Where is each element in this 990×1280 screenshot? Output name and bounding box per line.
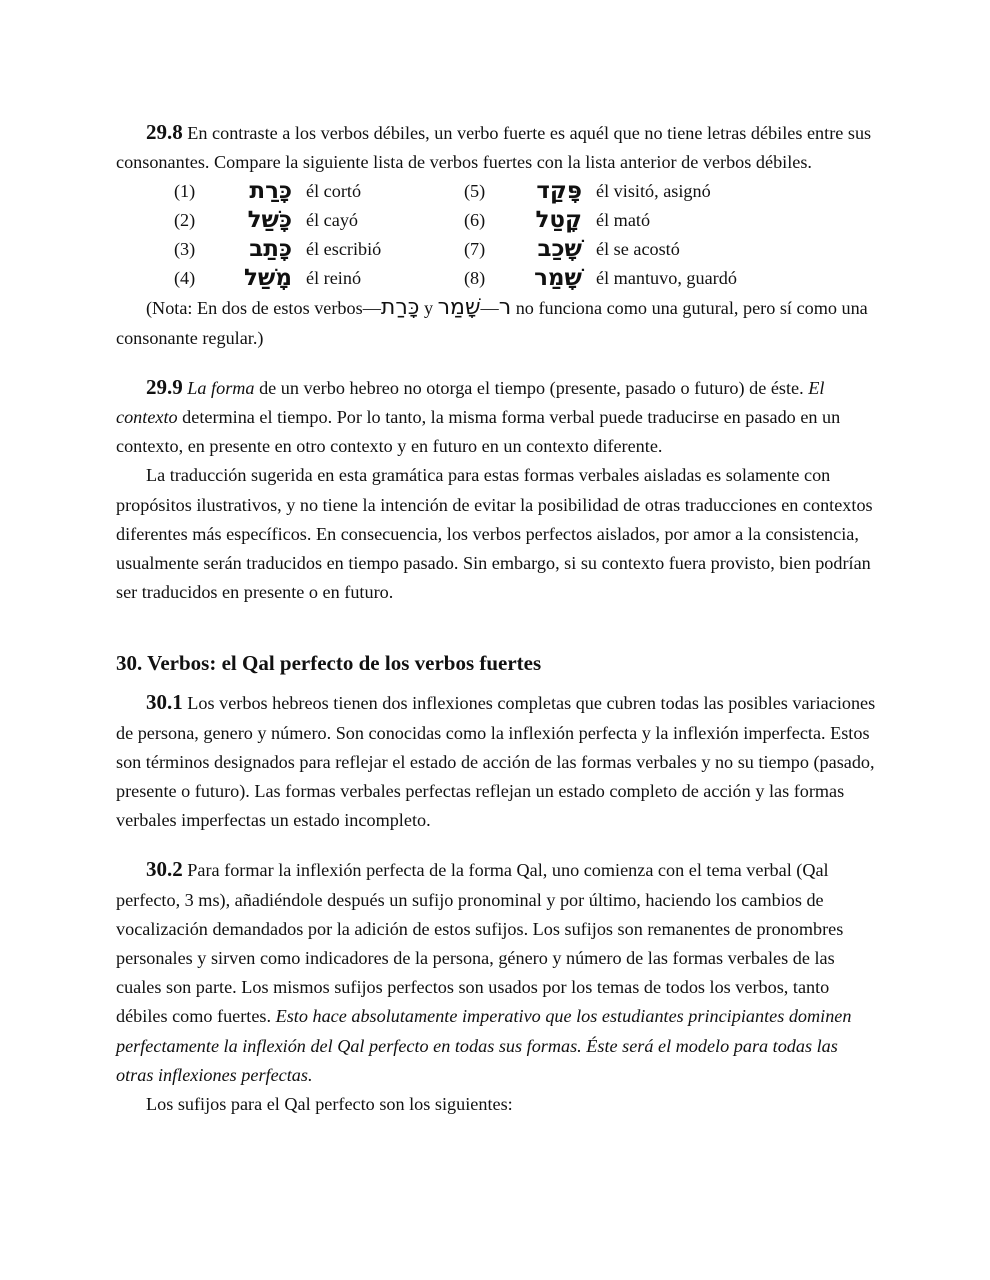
verb-hebrew: שָׁמַר (534, 265, 582, 292)
paragraph-29-9-text-b: determina el tiempo. Por lo tanto, la misma forma verbal puede traducirse en pasado en un contexto, en presente en otro contexto y en futuro en un contexto diferente. (116, 407, 841, 457)
note-hebrew-shamar: שָׁמַר (437, 295, 481, 321)
verb-hebrew: כָּרַת (249, 178, 292, 205)
note-hebrew-karat: כָּרַת (380, 295, 420, 321)
paragraph-29-9-b: La traducción sugerida en esta gramática para estas formas verbales aisladas es solamente con propósitos ilustrativos, y no tiene la intención de evitar la posibilidad de otras traducciones en contextos diferentes más específicos. En consecuencia, los verbos perfectos aislados, por amor a la consistencia, usualmente serán traducidos en tiempo pasado. Sin embargo, si su contexto fuera provisto, bien podrían ser traducidos en presente o en futuro. (116, 465, 873, 603)
paragraph-30-2-text: Para formar la inflexión perfecta de la forma Qal, uno comienza con el tema verbal (Qal perfecto, 3 ms), añadiéndole después un sufijo pronominal y por último, haciendo los cambios de vocalización demandados por la adición de estos sufijos. Los sufijos son remanentes de pronombres personales y sirven como indicadores de la persona, género y número de las formas verbales de las cuales son parte. Los mismos sufijos perfectos son usados por los temas de todos los verbos, tanto débiles como fuertes. (116, 860, 844, 1027)
section-heading-30: 30. Verbos: el Qal perfecto de los verbos fuertes (116, 651, 542, 676)
verb-item-3 (174, 235, 381, 264)
verb-gloss: él cayó (306, 210, 359, 231)
verb-gloss: él cortó (306, 181, 362, 202)
section-number-30-2: 30.2 (146, 857, 183, 882)
verb-hebrew: קָטַל (535, 207, 582, 234)
section-number-30-1: 30.1 (146, 690, 183, 715)
verb-index: (2) (174, 210, 196, 231)
note-paragraph (116, 293, 876, 352)
verb-index: (5) (464, 181, 486, 202)
document-page (116, 118, 876, 1119)
verb-index: (1) (174, 181, 196, 202)
verb-item-1 (174, 177, 361, 206)
verb-gloss: él se acostó (596, 239, 680, 260)
verb-index: (6) (464, 210, 486, 231)
paragraph-29-9 (116, 373, 876, 462)
verb-item-7 (464, 235, 680, 264)
paragraph-29-9-text-a: de un verbo hebreo no otorga el tiempo (presente, pasado o futuro) de éste. (254, 377, 809, 398)
paragraph-30-2-emphasis: Esto hace absolutamente imperativo que los estudiantes principiantes dominen perfectamente la inflexión del Qal perfecto en todas sus formas. Éste será el modelo para todas las otras inflexiones perfectas. (116, 1006, 852, 1085)
verb-hebrew: מָשַׁל (244, 265, 292, 292)
note-suffix: no funciona como una gutural, pero sí como una consonante regular.) (116, 298, 868, 348)
verb-item-2 (174, 206, 358, 235)
verb-index: (4) (174, 268, 196, 289)
verb-hebrew: כָּתַב (249, 236, 292, 263)
paragraph-30-2 (116, 855, 876, 1090)
verb-hebrew: שָׁכַב (537, 236, 582, 263)
verb-item-4 (174, 264, 361, 293)
verb-hebrew: פָּקַד (536, 178, 582, 205)
verb-gloss: él mató (596, 210, 651, 231)
strong-verb-list (116, 177, 876, 293)
verb-index: (7) (464, 239, 486, 260)
paragraph-29-8-text: En contraste a los verbos débiles, un verbo fuerte es aquél que no tiene letras débiles entre sus consonantes. Compare la siguiente lista de verbos fuertes con la lista anterior de verbos débiles. (116, 123, 872, 173)
verb-gloss: él visitó, asignó (596, 181, 711, 202)
verb-item-8 (464, 264, 737, 293)
emphasis-la-forma: La forma (187, 377, 255, 398)
paragraph-30-2-b: Los sufijos para el Qal perfecto son los siguientes: (146, 1094, 513, 1115)
verb-item-5 (464, 177, 711, 206)
verb-gloss: él mantuvo, guardó (596, 268, 737, 289)
verb-index: (8) (464, 268, 486, 289)
section-number-29-9: 29.9 (146, 374, 183, 399)
verb-item-6 (464, 206, 650, 235)
verb-hebrew: כָּשַׁל (247, 207, 292, 234)
section-number-29-8: 29.8 (146, 120, 183, 144)
paragraph-30-1 (116, 688, 876, 835)
verb-index: (3) (174, 239, 196, 260)
verb-gloss: él reinó (306, 268, 362, 289)
paragraph-30-1-text: Los verbos hebreos tienen dos inflexiones completas que cubren todas las posibles variaciones de persona, genero y número. Son conocidas como la inflexión perfecta y la inflexión imperfecta. Estos son términos designados para reflejar el estado de acción de las formas verbales y no su tiempo (pasado, presente o futuro). Las formas verbales perfectas reflejan un estado completo de acción y las formas verbales imperfectas un estado incompleto. (116, 693, 876, 831)
note-conjunction: y (419, 298, 438, 319)
note-prefix: (Nota: En dos de estos verbos— (146, 298, 381, 319)
emphasis-el-contexto: El contexto (116, 377, 825, 428)
note-hebrew-resh: ר (498, 295, 512, 321)
note-dash: — (480, 298, 499, 319)
paragraph-29-8 (116, 118, 876, 177)
verb-gloss: él escribió (306, 239, 382, 260)
